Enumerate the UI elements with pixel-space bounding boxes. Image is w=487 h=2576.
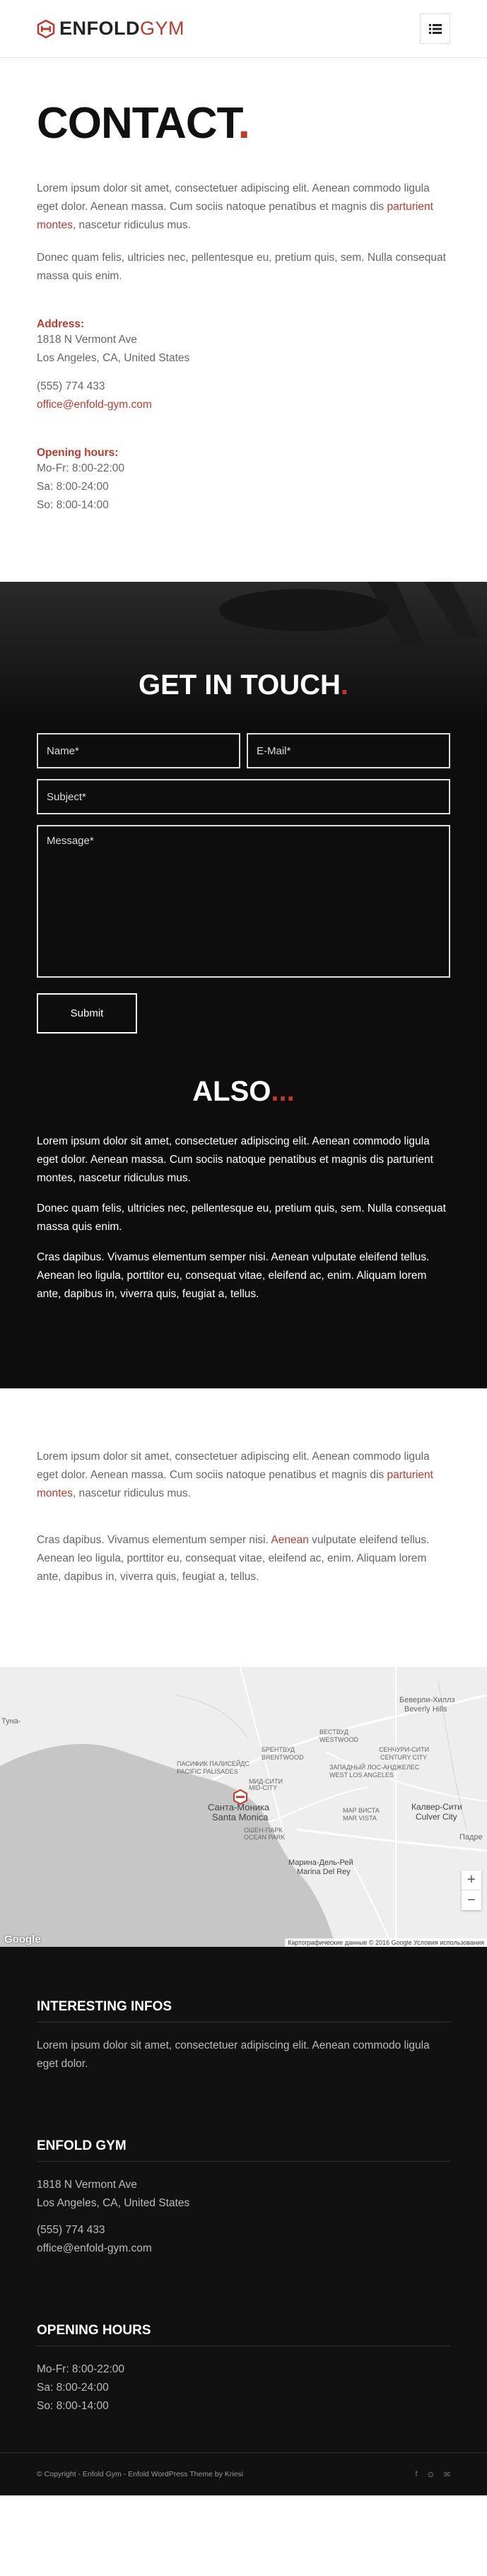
hours-sunday: So: 8:00-14:00 <box>37 499 109 511</box>
footer-gym-title: ENFOLD GYM <box>37 2138 450 2162</box>
get-in-touch-title: GET IN TOUCH. <box>138 669 349 701</box>
menu-list-icon <box>429 24 442 34</box>
zoom-out-button[interactable]: − <box>467 1892 476 1908</box>
map-label-brentwood-en: BRENTWOOD <box>262 1754 304 1761</box>
footer <box>0 1947 487 2452</box>
hours-saturday: Sa: 8:00-24:00 <box>37 481 109 493</box>
footer-hours-title: OPENING HOURS <box>37 2323 450 2346</box>
name-input[interactable] <box>37 733 240 768</box>
footer-gym <box>37 2138 450 2258</box>
map-label-mar-vista-en: MAR VISTA <box>343 1815 377 1822</box>
footer-phone: (555) 774 433 <box>37 2224 105 2236</box>
submit-button[interactable]: Submit <box>37 993 137 1034</box>
intro-paragraph-2: Donec quam felis, ultricies nec, pellentesque eu, pretium quis, sem. Nulla consequat massa quis enim. <box>37 252 446 282</box>
map-credit[interactable]: Картографические данные © 2016 Google Условия использования <box>285 1938 487 1947</box>
mail-icon[interactable]: ✉ <box>443 2470 450 2479</box>
info-paragraph-2: Cras dapibus. Vivamus elementum semper nisi. Aenean vulputate eleifend tellus. Aenean leo ligula, porttitor eu, consequat vitae, eleifend ac, enim. Aliquam lorem ante, dapibus in, viverra quis, feugiat a, tellus. <box>37 1534 430 1583</box>
footer-infos-title: INTERESTING INFOS <box>37 1999 450 2022</box>
subject-input[interactable] <box>37 779 450 814</box>
site-header <box>0 0 487 58</box>
hours-weekdays: Mo-Fr: 8:00-22:00 <box>37 462 125 474</box>
opening-hours-label: Opening hours: <box>37 447 119 459</box>
parturient-montes-link[interactable]: parturient montes <box>37 201 433 231</box>
google-map[interactable] <box>0 1667 487 1947</box>
map-label-westwood-en: WESTWOOD <box>319 1736 358 1743</box>
message-textarea[interactable] <box>37 825 450 978</box>
map-label-santa-monica: Санта-Моника <box>208 1802 270 1813</box>
address-line-1: 1818 N Vermont Ave <box>37 334 137 346</box>
map-label-mid-city: МИД-СИТИ <box>249 1778 283 1785</box>
background-image <box>0 582 487 723</box>
map-label-century: СЕНЧУРИ-СИТИ <box>379 1746 430 1753</box>
facebook-icon[interactable]: f <box>415 2469 418 2478</box>
also-paragraph-3: Cras dapibus. Vivamus elementum semper nisi. Aenean vulputate eleifend tellus. Aenean leo ligula, porttitor eu, consequat vitae, eleifend ac, enim. Aliquam lorem ante, dapibus in, viverra quis, feugiat a, tellus. <box>37 1251 430 1300</box>
footer-email[interactable]: office@enfold-gym.com <box>37 2242 152 2254</box>
address-line-2: Los Angeles, CA, United States <box>37 352 190 364</box>
map-label-marina-en: Marina Del Rey <box>297 1868 351 1876</box>
logo-hexagon-icon <box>37 20 55 38</box>
map-label-ocean-park: ОШЕН-ПАРК <box>244 1827 283 1834</box>
map-label-mid-city-en: MID-CITY <box>249 1784 277 1791</box>
contact-form <box>37 733 450 1034</box>
map-label-la-west: ЗАПАДНЫЙ ЛОС-АНДЖЕЛЕС <box>329 1764 420 1771</box>
page-title: CONTACT. <box>37 99 250 148</box>
footer-hours-saturday: Sa: 8:00-24:00 <box>37 2382 109 2394</box>
contact-intro <box>0 58 487 543</box>
get-in-touch-section <box>0 582 487 1388</box>
map-canvas[interactable] <box>0 1667 487 1947</box>
map-label-culver: Калвер-Сити <box>411 1802 462 1812</box>
map-label-beverly: Беверли-Хиллз <box>399 1696 455 1704</box>
footer-hours <box>37 2323 450 2416</box>
email-input[interactable] <box>247 733 450 768</box>
aenean-link[interactable]: Aenean <box>271 1534 309 1546</box>
map-label-palisades-en: PACIFIC PALISADES <box>177 1768 238 1775</box>
social-icons <box>416 2470 451 2479</box>
map-label-beverly-en: Beverly Hills <box>404 1705 447 1714</box>
footer-socket <box>0 2452 487 2495</box>
map-label-century-en: CENTURY CITY <box>380 1754 428 1761</box>
map-label-mar-vista: МАР ВИСТА <box>343 1807 380 1814</box>
footer-infos-text: Lorem ipsum dolor sit amet, consectetuer adipiscing elit. Aenean commodo ligula eget dolor. <box>37 2039 430 2070</box>
map-label-padre: Падре <box>459 1833 483 1842</box>
info-paragraph-1: Lorem ipsum dolor sit amet, consectetuer adipiscing elit. Aenean commodo ligula eget dolor. Aenean massa. Cum sociis natoque penatibus et magnis dis parturient montes, nascetur ridiculus mus. <box>37 1451 433 1499</box>
map-label-la-west-en: WEST LOS ANGELES <box>329 1772 394 1779</box>
footer-infos <box>37 1999 450 2073</box>
map-label-tuna: Туна- <box>1 1717 21 1726</box>
map-label-westwood: ВЕСТВУД <box>319 1728 348 1735</box>
copyright-text: © Copyright - Enfold Gym - Enfold WordPress Theme by Kriesi <box>37 2470 244 2478</box>
footer-hours-sunday: So: 8:00-14:00 <box>37 2400 109 2412</box>
parturient-montes-link-2[interactable]: parturient montes <box>37 1469 433 1499</box>
address-label: Address: <box>37 318 85 330</box>
map-label-brentwood: БРЕНТВУД <box>262 1746 295 1753</box>
menu-button[interactable] <box>420 13 450 44</box>
also-paragraph-1: Lorem ipsum dolor sit amet, consectetuer adipiscing elit. Aenean commodo ligula eget dolor. Aenean massa. Cum sociis natoque penatibus et magnis dis parturient montes, nascetur ridiculus mus. <box>37 1135 433 1184</box>
map-label-palisades: ПАСИФИК ПАЛИСЕЙДС <box>177 1760 250 1767</box>
map-zoom-controls <box>462 1870 481 1910</box>
google-logo[interactable]: Google <box>4 1933 41 1945</box>
footer-address-2: Los Angeles, CA, United States <box>37 2197 190 2209</box>
logo[interactable] <box>37 18 184 40</box>
map-label-culver-en: Culver City <box>416 1812 457 1822</box>
zoom-in-button[interactable]: + <box>462 1870 481 1890</box>
map-label-santa-monica-en: Santa Monica <box>212 1812 269 1822</box>
email-link[interactable]: office@enfold-gym.com <box>37 399 152 411</box>
footer-address-1: 1818 N Vermont Ave <box>37 2179 137 2191</box>
also-title: ALSO... <box>192 1076 295 1107</box>
logo-text: ENFOLDGYM <box>59 18 185 39</box>
phone-number: (555) 774 433 <box>37 380 105 392</box>
intro-paragraph-1: Lorem ipsum dolor sit amet, consectetuer adipiscing elit. Aenean commodo ligula eget dolor. Aenean massa. Cum sociis natoque penatibus et magnis dis parturient montes, nascetur ridiculus mus. <box>37 182 433 231</box>
also-paragraph-2: Donec quam felis, ultricies nec, pellentesque eu, pretium quis, sem. Nulla consequat massa quis enim. <box>37 1202 446 1233</box>
instagram-icon[interactable]: ⊙ <box>427 2470 434 2479</box>
map-label-ocean-park-en: OCEAN PARK <box>244 1834 286 1841</box>
footer-hours-weekdays: Mo-Fr: 8:00-22:00 <box>37 2363 125 2375</box>
info-text-section <box>0 1388 487 1667</box>
map-label-marina: Марина-Дель-Рей <box>288 1858 353 1867</box>
